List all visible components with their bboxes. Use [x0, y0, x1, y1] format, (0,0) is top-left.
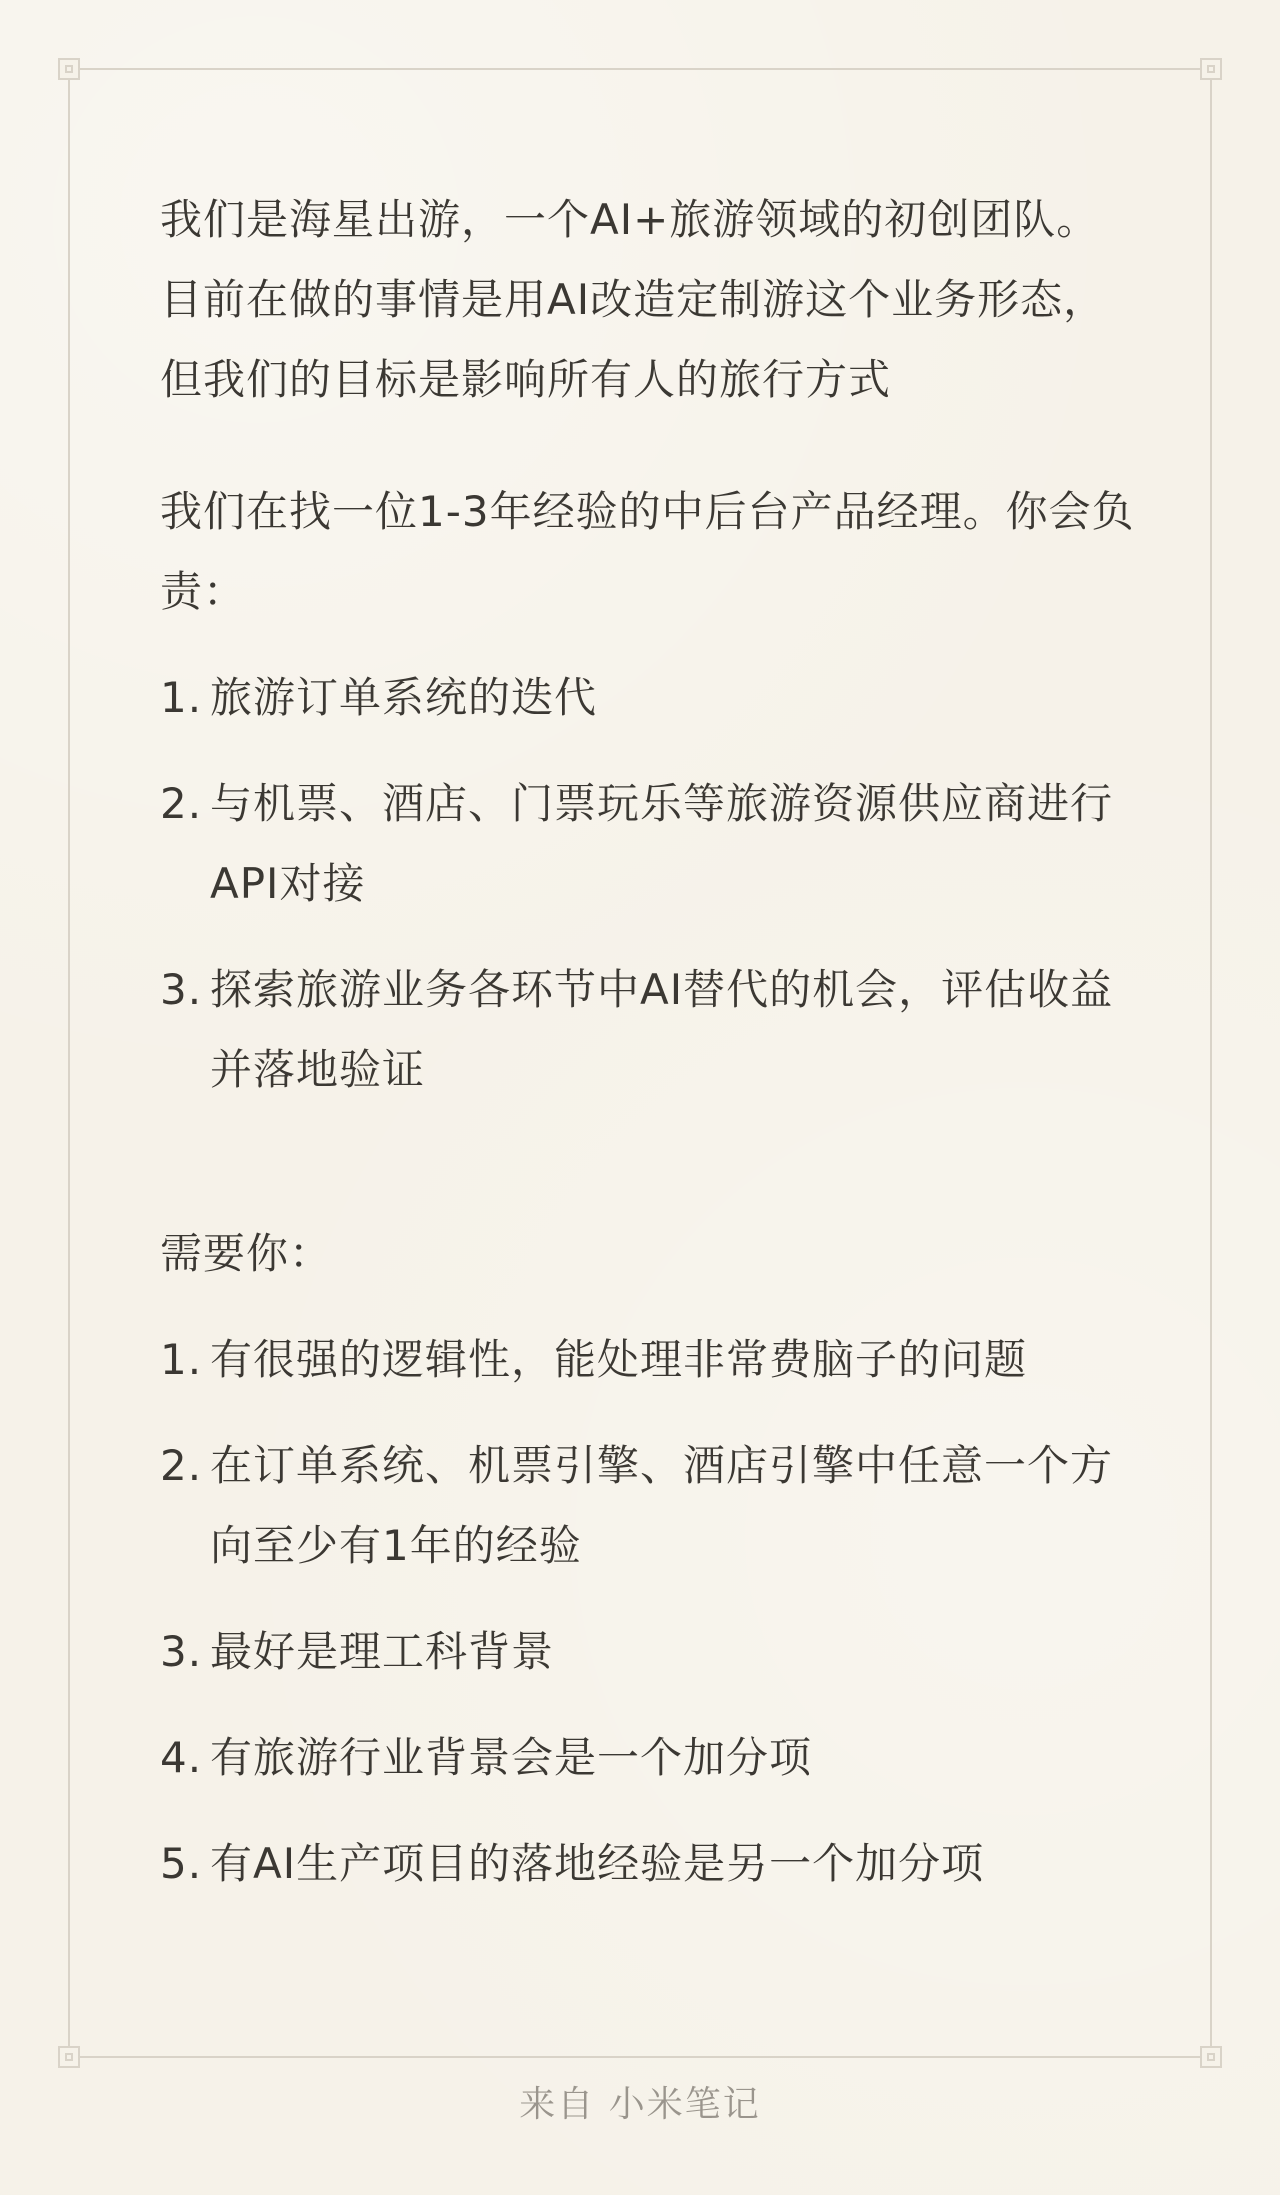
list-item — [160, 1612, 1140, 1692]
list-item — [160, 950, 1140, 1110]
list-item-text: 在订单系统、机票引擎、酒店引擎中任意一个方向至少有1年的经验 — [210, 1441, 1114, 1570]
list-item — [160, 1320, 1140, 1400]
list-item — [160, 1718, 1140, 1798]
list-item — [160, 658, 1140, 738]
spacer — [160, 1294, 1140, 1320]
spacer — [160, 1162, 1140, 1214]
list-number: 2. — [160, 779, 203, 828]
list-number: 4. — [160, 1733, 203, 1782]
list-item-text: 有旅游行业背景会是一个加分项 — [210, 1733, 813, 1782]
footer-source-label: 来自 小米笔记 — [519, 2084, 761, 2125]
frame-corner-ornament — [58, 2046, 80, 2068]
spacer — [160, 924, 1140, 950]
frame-corner-ornament — [1200, 58, 1222, 80]
spacer — [160, 1692, 1140, 1718]
list-item — [160, 1426, 1140, 1586]
spacer — [160, 420, 1140, 472]
list-item-text: 最好是理工科背景 — [210, 1627, 555, 1676]
spacer — [160, 1798, 1140, 1824]
role-paragraph: 我们在找一位1-3年经验的中后台产品经理。你会负责： — [160, 487, 1135, 616]
note-content — [160, 180, 1140, 1904]
list-number: 2. — [160, 1441, 203, 1490]
requirements-heading: 需要你： — [160, 1229, 333, 1278]
list-item-text: 有AI生产项目的落地经验是另一个加分项 — [210, 1839, 985, 1888]
frame-corner-ornament — [1200, 2046, 1222, 2068]
spacer — [160, 1586, 1140, 1612]
list-item-text: 旅游订单系统的迭代 — [210, 673, 598, 722]
spacer — [160, 632, 1140, 658]
list-item — [160, 1824, 1140, 1904]
spacer — [160, 1400, 1140, 1426]
list-number: 3. — [160, 965, 203, 1014]
intro-paragraph: 我们是海星出游，一个AI+旅游领域的初创团队。目前在做的事情是用AI改造定制游这个业务形态，但我们的目标是影响所有人的旅行方式 — [160, 195, 1107, 404]
frame-corner-ornament — [58, 58, 80, 80]
list-number: 1. — [160, 673, 203, 722]
list-item-text: 与机票、酒店、门票玩乐等旅游资源供应商进行API对接 — [210, 779, 1114, 908]
list-number: 1. — [160, 1335, 203, 1384]
list-item — [160, 764, 1140, 924]
list-item-text: 探索旅游业务各环节中AI替代的机会，评估收益并落地验证 — [210, 965, 1114, 1094]
list-number: 5. — [160, 1839, 203, 1888]
spacer — [160, 738, 1140, 764]
list-item-text: 有很强的逻辑性，能处理非常费脑子的问题 — [210, 1335, 1028, 1384]
list-number: 3. — [160, 1627, 203, 1676]
spacer — [160, 1110, 1140, 1162]
